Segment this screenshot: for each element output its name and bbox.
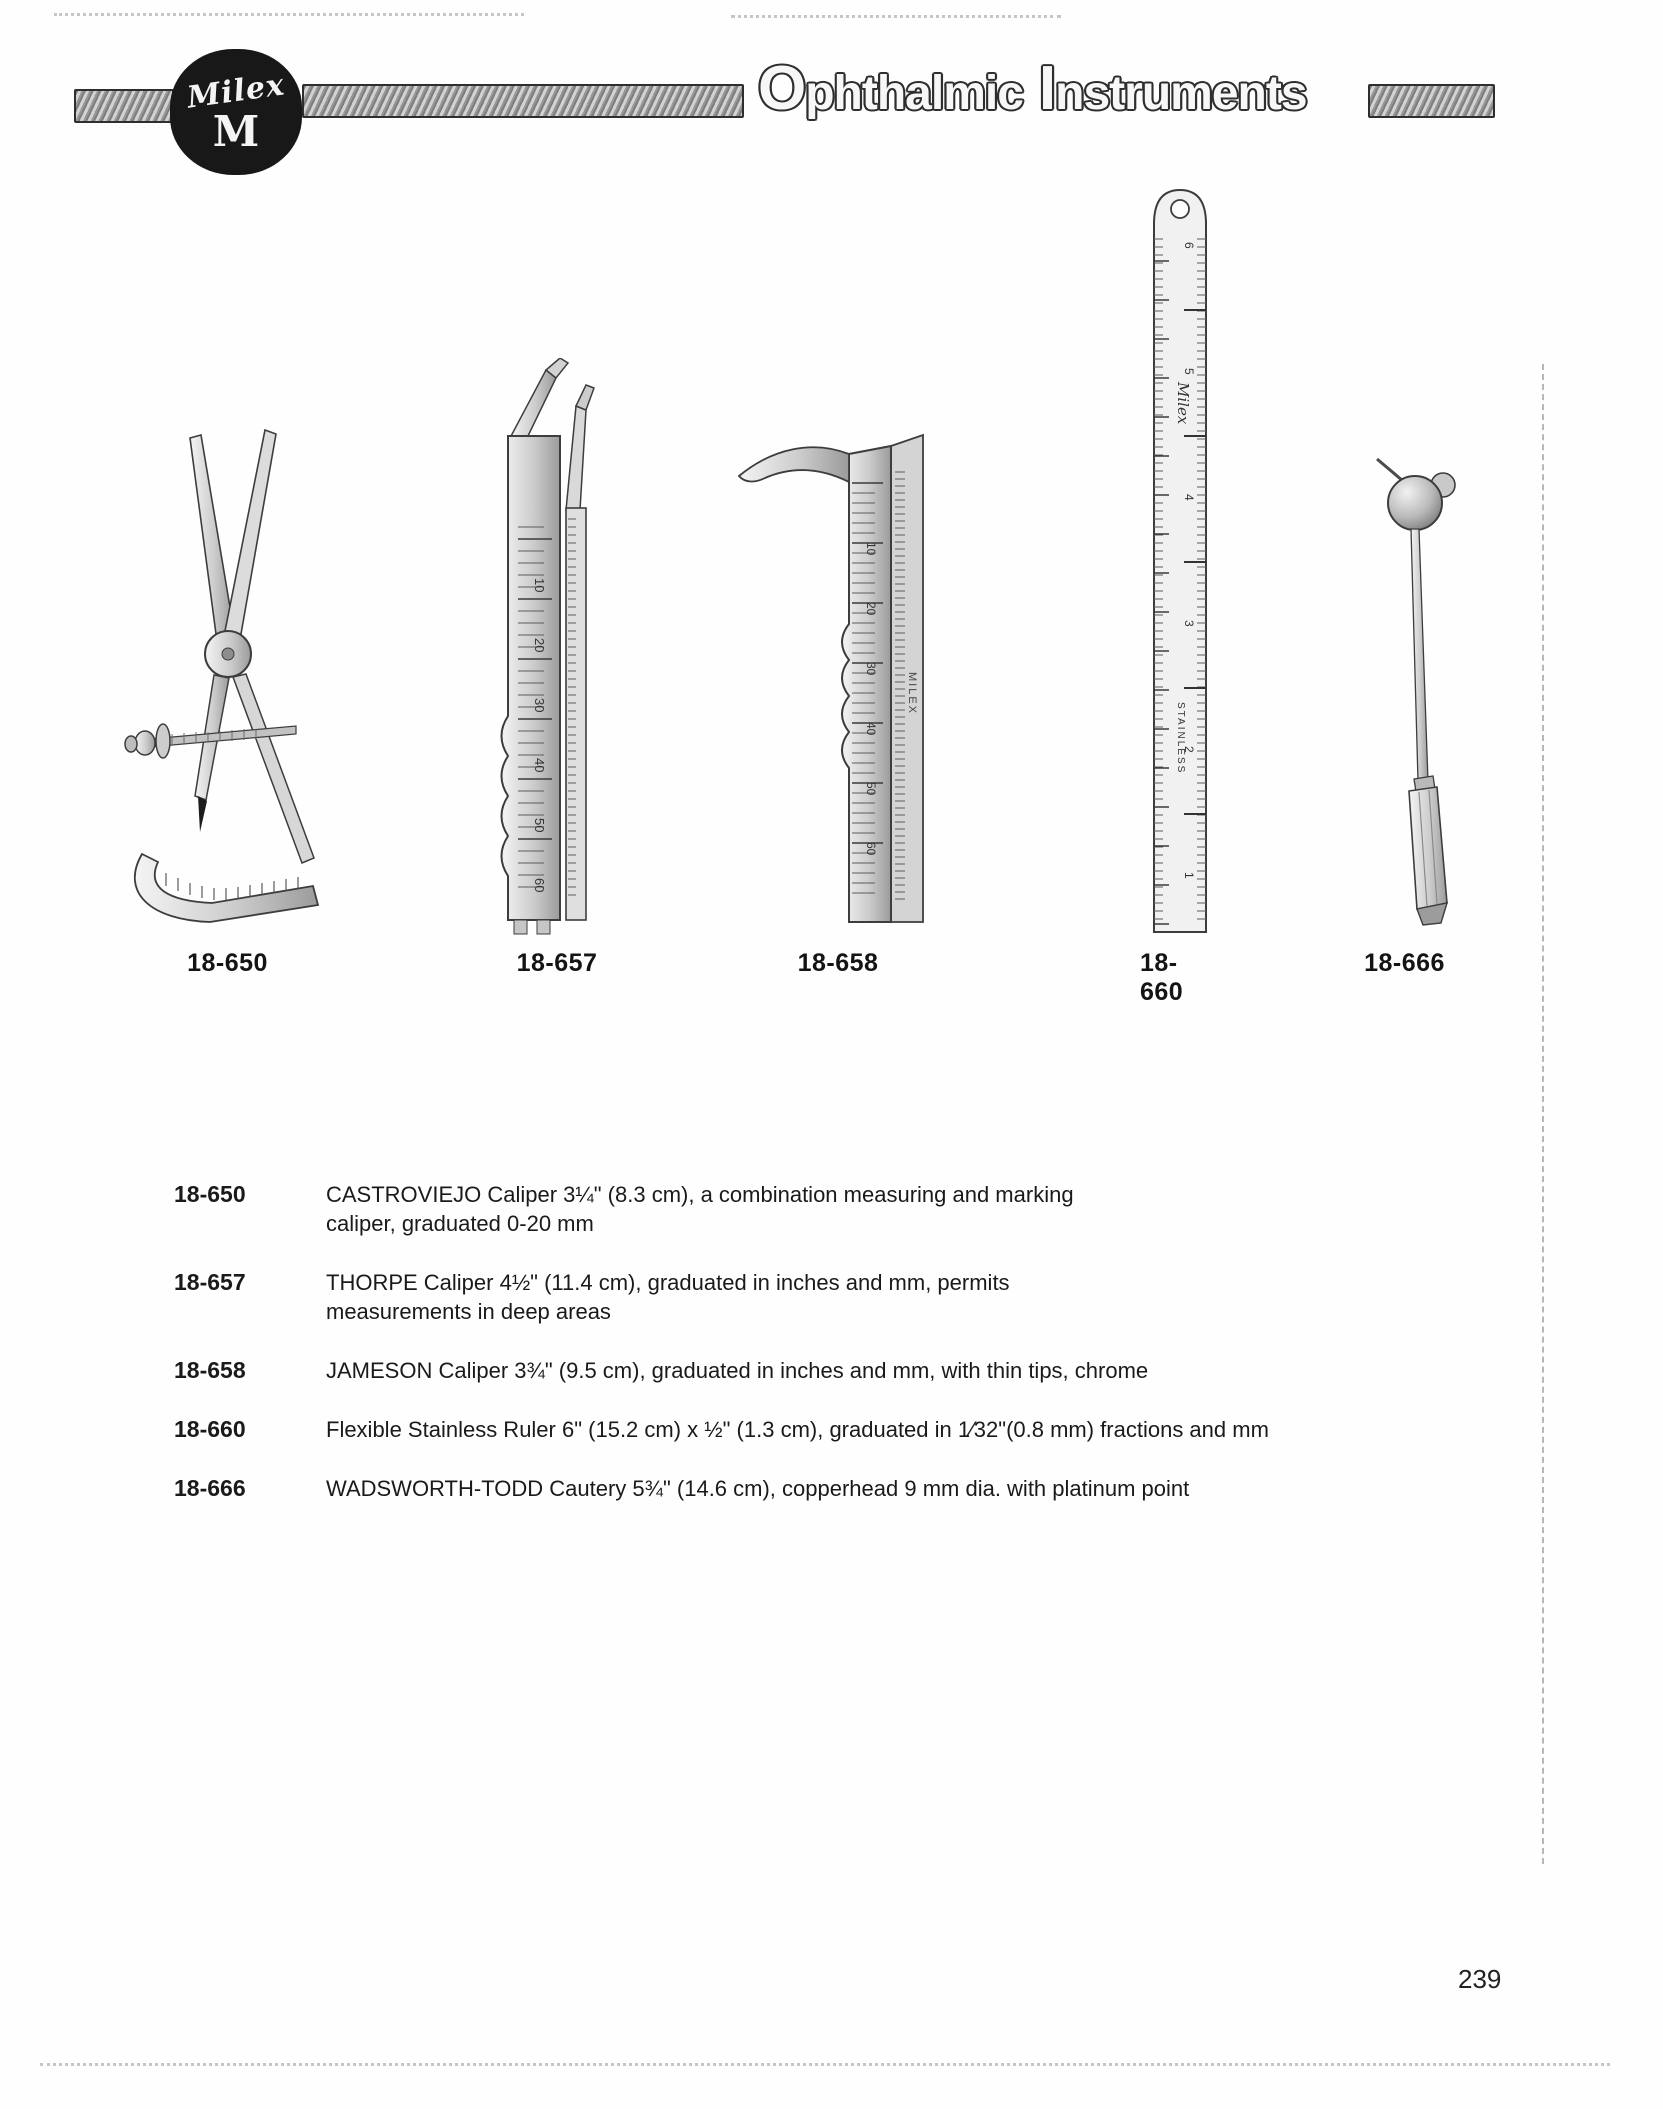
figure-label-18-658: 18-658 xyxy=(797,949,879,977)
title-word-2: nstruments xyxy=(1055,67,1307,120)
page-number: 239 xyxy=(1458,1964,1502,1994)
header-bar-left xyxy=(74,89,174,123)
item-code: 18-650 xyxy=(174,1181,246,1207)
stainless-ruler-illustration xyxy=(1140,182,1220,939)
svg-text:10: 10 xyxy=(864,542,878,556)
copperhead-ball xyxy=(1388,476,1442,530)
svg-text:40: 40 xyxy=(864,722,878,736)
figure-18-657 xyxy=(480,358,634,978)
figure-label-18-660: 18-660 xyxy=(1140,949,1184,1006)
header-bar-center xyxy=(302,84,744,118)
svg-text:60: 60 xyxy=(864,842,878,856)
figure-label-18-657: 18-657 xyxy=(516,949,598,977)
jameson-caliper-illustration xyxy=(731,422,945,939)
scan-artifact-right-edge xyxy=(1542,364,1544,1864)
svg-text:20: 20 xyxy=(864,602,878,616)
ruler-brand: Milex xyxy=(1174,382,1192,425)
item-description: CASTROVIEJO Caliper 3¼" (8.3 cm), a combination measuring and marking caliper, graduated 0-20 mm xyxy=(326,1182,1074,1236)
item-code: 18-666 xyxy=(174,1475,246,1501)
title-word-1: phthalmic xyxy=(805,67,1023,120)
figure-18-658 xyxy=(731,422,945,978)
ruler-material: STAINLESS xyxy=(1175,702,1186,775)
figure-18-660 xyxy=(1140,182,1220,1007)
screw-knob xyxy=(135,731,155,755)
svg-text:10: 10 xyxy=(532,578,547,593)
item-description: JAMESON Caliper 3¾" (9.5 cm), graduated in inches and mm, with thin tips, chrome xyxy=(326,1358,1149,1383)
page-title xyxy=(758,54,1307,123)
shaft xyxy=(1411,529,1428,781)
description-row-18-650 xyxy=(174,1180,1444,1238)
item-description: Flexible Stainless Ruler 6" (15.2 cm) x ½" (1.3 cm), graduated in 1⁄32"(0.8 mm) fractions and mm xyxy=(326,1417,1269,1442)
svg-text:6: 6 xyxy=(1182,242,1196,249)
svg-text:1: 1 xyxy=(1182,872,1196,879)
top-jaw xyxy=(739,447,849,482)
title-initial-2: I xyxy=(1038,54,1056,123)
svg-text:5: 5 xyxy=(1182,368,1196,375)
figure-label-18-650: 18-650 xyxy=(187,949,268,977)
svg-text:50: 50 xyxy=(864,782,878,796)
svg-text:30: 30 xyxy=(864,662,878,676)
milex-logo-script: Milex xyxy=(185,66,287,116)
item-code: 18-657 xyxy=(174,1269,246,1295)
cautery-illustration xyxy=(1341,451,1468,939)
svg-text:30: 30 xyxy=(532,698,547,713)
item-description: WADSWORTH-TODD Cautery 5¾" (14.6 cm), copperhead 9 mm dia. with platinum point xyxy=(326,1476,1190,1501)
thorpe-caliper-illustration xyxy=(480,358,634,939)
description-row-18-658 xyxy=(174,1356,1444,1385)
castroviejo-caliper-illustration xyxy=(100,428,355,939)
description-row-18-657 xyxy=(174,1268,1444,1326)
figure-18-650 xyxy=(100,428,355,978)
milex-logo-letter: M xyxy=(212,106,260,156)
figure-label-18-666: 18-666 xyxy=(1364,949,1445,977)
handle xyxy=(1409,787,1447,909)
scan-artifact-top-right xyxy=(731,15,1061,18)
svg-text:20: 20 xyxy=(532,638,547,653)
item-code: 18-660 xyxy=(174,1416,246,1442)
svg-text:40: 40 xyxy=(532,758,547,773)
title-initial-1: O xyxy=(758,54,806,123)
scan-artifact-bottom xyxy=(40,2063,1610,2066)
marking-tip xyxy=(198,796,207,832)
figure-18-666 xyxy=(1341,451,1468,978)
engraving-milex: MILEX xyxy=(906,672,918,716)
item-description: THORPE Caliper 4½" (11.4 cm), graduated in inches and mm, permits measurements in deep areas xyxy=(326,1270,1010,1324)
svg-text:60: 60 xyxy=(532,878,547,893)
milex-logo xyxy=(170,49,302,175)
description-row-18-666 xyxy=(174,1474,1444,1503)
description-row-18-660 xyxy=(174,1415,1444,1444)
descriptions-list xyxy=(174,1180,1444,1533)
ruler-hole xyxy=(1171,200,1189,218)
scan-artifact-top-left xyxy=(54,13,524,16)
svg-text:50: 50 xyxy=(532,818,547,833)
svg-text:4: 4 xyxy=(1182,494,1196,501)
item-code: 18-658 xyxy=(174,1357,246,1383)
platinum-point xyxy=(1377,459,1403,481)
svg-text:2: 2 xyxy=(1182,746,1196,753)
svg-text:3: 3 xyxy=(1182,620,1196,627)
header-bar-right xyxy=(1368,84,1495,118)
